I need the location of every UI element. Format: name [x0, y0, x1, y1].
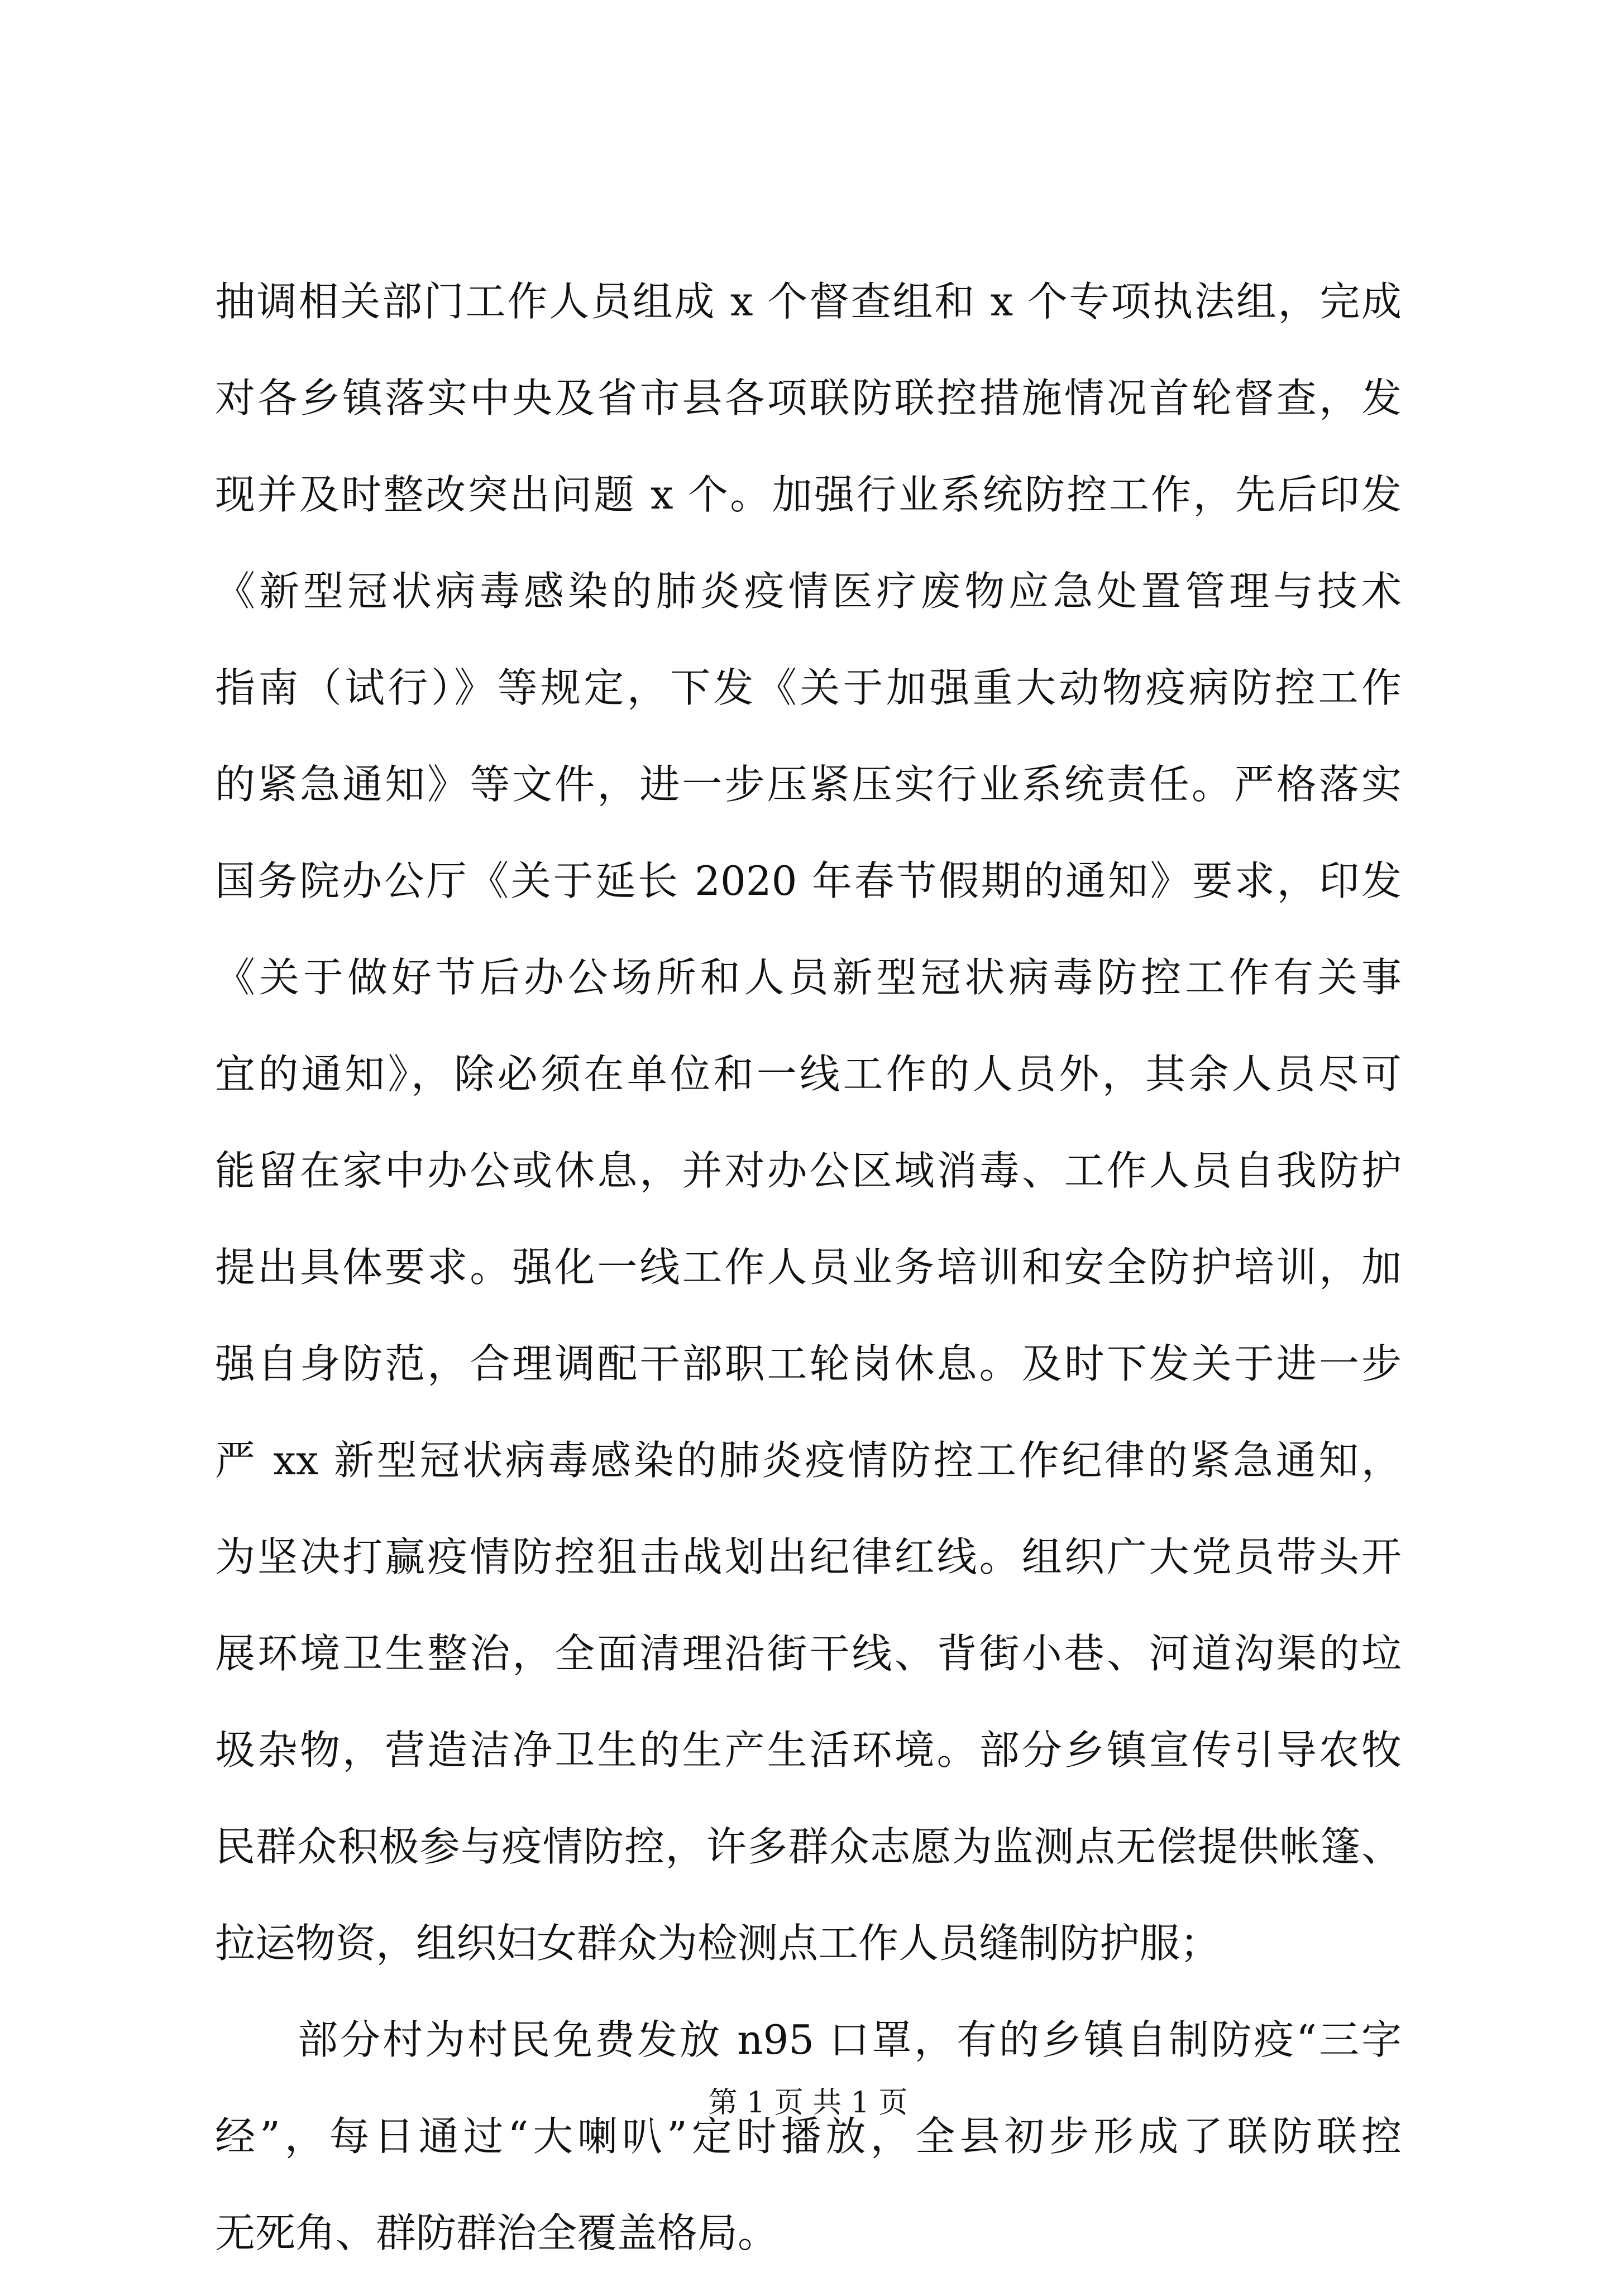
page-number-footer: 第 1 页 共 1 页 — [708, 2086, 908, 2120]
text-line: 抽调相关部门工作人员组成 x 个督查组和 x 个专项执法组，完成 — [215, 278, 1402, 325]
text-line: 提出具体要求。强化一线工作人员业务培训和安全防护培训，加 — [215, 1244, 1402, 1291]
text-line: 指南（试行）》等规定，下发《关于加强重大动物疫病防控工作 — [215, 664, 1402, 711]
text-line: 经”，每日通过“大喇叭”定时播放，全县初步形成了联防联控 — [215, 2113, 1402, 2160]
text-line: 《关于做好节后办公场所和人员新型冠状病毒防控工作有关事 — [215, 954, 1402, 1001]
text-line: 对各乡镇落实中央及省市县各项联防联控措施情况首轮督查，发 — [215, 375, 1402, 421]
text-line: 圾杂物，营造洁净卫生的生产生活环境。部分乡镇宣传引导农牧 — [215, 1727, 1402, 1773]
text-line: 的紧急通知》等文件，进一步压紧压实行业系统责任。严格落实 — [215, 761, 1402, 808]
text-line: 严 xx 新型冠状病毒感染的肺炎疫情防控工作纪律的紧急通知， — [215, 1437, 1402, 1484]
text-line: 部分村为村民免费发放 n95 口罩，有的乡镇自制防疫“三字 — [298, 2016, 1402, 2063]
text-line: 民群众积极参与疫情防控，许多群众志愿为监测点无偿提供帐篷、 — [215, 1823, 1402, 1870]
text-line: 国务院办公厅《关于延长 2020 年春节假期的通知》要求，印发 — [215, 857, 1402, 904]
text-line: 为坚决打赢疫情防控狙击战划出纪律红线。组织广大党员带头开 — [215, 1533, 1402, 1580]
text-line: 无死角、群防群治全覆盖格局。 — [215, 2209, 778, 2256]
text-line: 能留在家中办公或休息，并对办公区域消毒、工作人员自我防护 — [215, 1147, 1402, 1194]
text-line: 强自身防范，合理调配干部职工轮岗休息。及时下发关于进一步 — [215, 1340, 1402, 1387]
text-line: 展环境卫生整治，全面清理沿街干线、背街小巷、河道沟渠的垃 — [215, 1630, 1402, 1677]
text-line: 拉运物资，组织妇女群众为检测点工作人员缝制防护服； — [215, 1920, 1221, 1967]
text-line: 宜的通知》，除必须在单位和一线工作的人员外，其余人员尽可 — [215, 1051, 1402, 1097]
document-body — [215, 268, 1402, 2296]
text-line: 《新型冠状病毒感染的肺炎疫情医疗废物应急处置管理与技术 — [215, 568, 1402, 615]
text-line: 现并及时整改突出问题 x 个。加强行业系统防控工作，先后印发 — [215, 471, 1402, 518]
